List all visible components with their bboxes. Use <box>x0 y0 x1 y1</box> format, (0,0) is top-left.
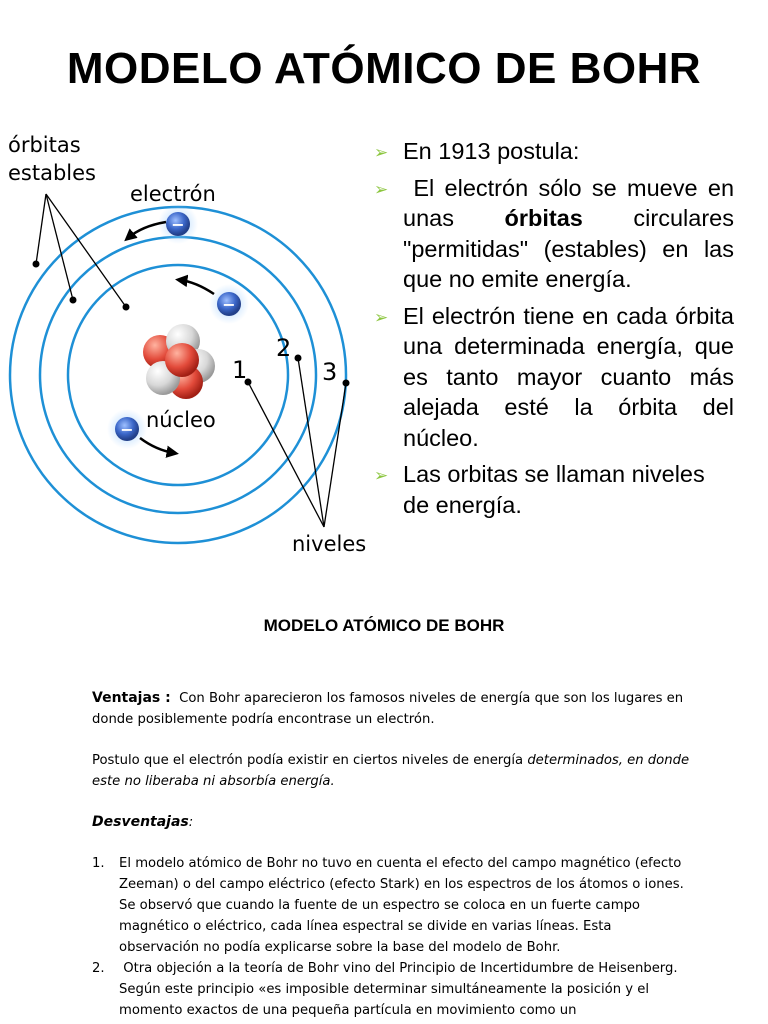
levels-label: niveles <box>292 532 367 556</box>
orbits-label: órbitas <box>8 133 81 157</box>
list-item-text: Otra objeción a la teoría de Bohr vino del Principio de Incertidumbre de Heisenberg. Según este principio «es imposible determinar simultáneamente la posición y el momento exactos de una pequeña partícula en movimiento como un <box>119 961 686 1018</box>
bullet-text: En 1913 postula: <box>403 138 580 164</box>
orbits-label: estables <box>8 161 96 185</box>
postulo-italic-text: determinados, en donde este no liberaba ni absorbía energía. <box>92 753 690 789</box>
list-item <box>92 853 692 958</box>
bullet-item <box>372 459 734 520</box>
list-item-text: El modelo atómico de Bohr no tuvo en cuenta el efecto del campo magnético (efecto Zeeman) o del campo eléctrico (efecto Stark) en los espectros de los átomos o iones. Se observó que cuando la fuente de un espectro se coloca en un fuerte campo magnético o eléctrico, cada línea espectral se divide en varias líneas. Esta observación no podía explicarse sobre la base del modelo de Bohr. <box>119 856 684 955</box>
arrow-bullet-icon: ➢ <box>374 466 389 485</box>
bullet-item <box>372 136 734 167</box>
svg-text:−: − <box>171 215 185 234</box>
slide-title: MODELO ATÓMICO DE BOHR <box>66 44 702 93</box>
orbit-pointer-lines <box>36 194 126 307</box>
postulo-text: Postulo que el electrón podía existir en ciertos niveles de energía <box>92 753 528 768</box>
postulates-list <box>372 136 741 526</box>
arrow-bullet-icon: ➢ <box>374 143 389 162</box>
svg-text:−: − <box>222 295 236 314</box>
nucleus-label: núcleo <box>146 408 216 432</box>
nucleus-icon <box>143 324 215 399</box>
electron-icon <box>107 409 147 449</box>
bullet-item <box>372 173 741 295</box>
bullet-item <box>372 301 734 454</box>
bullet-text: El electrón tiene en cada órbita una determinada energía, que es tanto mayor cuanto más alejada esté la órbita del núcleo. <box>403 302 734 451</box>
desventajas-label: Desventajas <box>92 814 189 830</box>
list-item <box>92 958 692 1021</box>
bullet-text: circulares "permitidas" (estables) en las que no emite energía. <box>403 205 734 292</box>
ventajas-label: Ventajas : <box>92 690 171 706</box>
level-number-3: 3 <box>322 358 338 386</box>
electron-icon <box>158 204 198 244</box>
bullet-bold-text: órbitas <box>504 205 583 231</box>
ventajas-text: Con Bohr aparecieron los famosos niveles de energía que son los lugares en donde posiblemente podría encontrase un electrón. <box>92 691 684 727</box>
bohr-atom-diagram <box>0 120 380 570</box>
desventajas-colon: : <box>188 815 194 830</box>
desventajas-heading <box>92 812 692 833</box>
desventajas-list <box>92 853 692 1021</box>
arrow-bullet-icon: ➢ <box>374 307 389 327</box>
ventajas-paragraph <box>92 688 692 730</box>
bullet-text: Las orbitas se llaman niveles de energía. <box>403 461 705 518</box>
level-number-1: 1 <box>232 356 248 384</box>
document-body <box>92 688 692 1021</box>
list-number: 2. <box>92 961 105 976</box>
list-number: 1. <box>92 856 105 871</box>
level-number-2: 2 <box>276 334 292 362</box>
svg-text:−: − <box>120 420 134 439</box>
motion-arrow-icon <box>140 438 174 453</box>
postulo-paragraph <box>92 750 692 792</box>
motion-arrow-icon <box>180 280 214 294</box>
document-title: MODELO ATÓMICO DE BOHR <box>263 616 505 635</box>
bullet-text: El electrón sólo se mueve en unas <box>403 174 741 231</box>
electron-label: electrón <box>130 182 216 206</box>
electron-icon <box>209 284 249 324</box>
arrow-bullet-icon: ➢ <box>374 179 389 199</box>
